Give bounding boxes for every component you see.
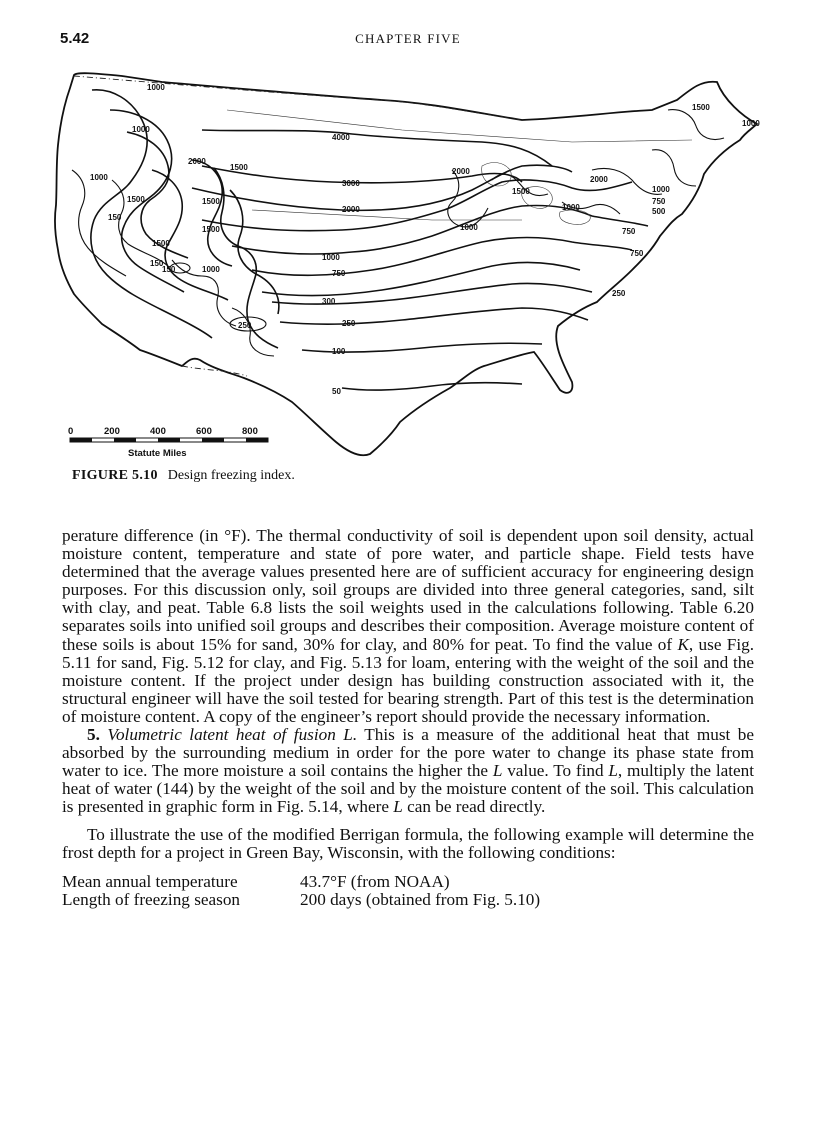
contour-label: 1000 (652, 185, 670, 194)
contour-label: 750 (622, 227, 636, 236)
scale-tick-label: 400 (150, 426, 166, 437)
contour-label: 1500 (127, 195, 145, 204)
contour-west-5 (192, 160, 232, 266)
contour-750 (252, 238, 632, 276)
contour-label: 2000 (342, 205, 360, 214)
scale-tick-label: 200 (104, 426, 120, 437)
scale-tick-label: 600 (196, 426, 212, 437)
contour-label: 1000 (90, 173, 108, 182)
condition-value: 43.7°F (from NOAA) (300, 871, 450, 891)
body-text (62, 527, 754, 909)
contour-label: 1500 (202, 225, 220, 234)
paragraph: 5. Volumetric latent heat of fusion L. This is a measure of the additional heat that must be absorbed by the surrounding medium in order for the pore water to change its phase state from water to ice. The more moisture a soil contains the higher the L value. To find L, multiply the latent heat of water (144) by the weight of the soil and by the moisture content of the soil. This calculation is presented in graphic form in Fig. 5.14, where L can be read directly. (62, 725, 755, 817)
conditions-list (62, 873, 754, 909)
contour-250 (280, 308, 588, 324)
contour-label: 150 (150, 259, 164, 268)
contour-label: 1500 (692, 103, 710, 112)
contour-label: 150 (108, 213, 122, 222)
contour-label: 3000 (342, 179, 360, 188)
contour-50 (342, 383, 522, 390)
scale-tick-label: 800 (242, 426, 258, 437)
lake-shore (560, 210, 591, 225)
contour-label: 150 (162, 265, 176, 274)
figure-label: FIGURE 5.10 (72, 468, 158, 483)
chapter-heading: CHAPTER FIVE (355, 31, 461, 46)
condition-label: Length of freezing season (62, 889, 241, 909)
contour-label: 1000 (460, 223, 478, 232)
condition-value: 200 days (obtained from Fig. 5.10) (300, 889, 541, 909)
contour-label: 750 (332, 269, 346, 278)
contour-label: 1000 (742, 119, 760, 128)
contour-label: 250 (238, 321, 252, 330)
contour-label: 750 (630, 249, 644, 258)
page-number: 5.42 (60, 30, 90, 47)
state-line (227, 110, 692, 142)
contour-label: 1000 (132, 125, 150, 134)
figure-caption-text: Design freezing index. (167, 468, 295, 483)
contour-3000 (202, 166, 522, 183)
contour-ne-5 (652, 150, 696, 186)
contour-label: 1000 (562, 203, 580, 212)
contour-4000 (202, 130, 552, 166)
list-item (62, 891, 754, 909)
contour-300 (272, 283, 592, 304)
contour-label: 2000 (452, 167, 470, 176)
contour-ne-6 (668, 110, 724, 140)
contour-label: 50 (332, 387, 341, 396)
contour-label: 1000 (202, 265, 220, 274)
contour-label: 250 (612, 289, 626, 298)
contour-label: 1500 (512, 187, 530, 196)
freezing-index-map (52, 70, 772, 465)
contour-label: 300 (322, 297, 336, 306)
contour-label: 2000 (590, 175, 608, 184)
contour-label: 500 (652, 207, 666, 216)
contour-label: 1000 (322, 253, 340, 262)
contour-label: 1500 (152, 239, 170, 248)
contour-label: 100 (332, 347, 346, 356)
paragraph: perature difference (in °F). The thermal conductivity of soil is dependent upon soil density, actual moisture content, temperature and state of pore water, and particle shape. Field tests have determined that the average values presented here are of sufficient accuracy for engineering design purposes. For this discussion only, soil groups are divided into three general categories, sand, silt with clay, and peat. Table 6.8 lists the soil weights used in the calculations following. Table 6.20 separates soils into unified soil groups and describes their composition. Average moisture content of these soils is about 15% for sand, 30% for clay, and 80% for peat. To find the value of K, use Fig. 5.11 for sand, Fig. 5.12 for clay, and Fig. 5.13 for loam, entering with the weight of the soil and the moisture content. If the project under design has building construction associated with it, the structural engineer will have the soil tested for bearing strength. Part of this test is the determination of moisture content. A copy of the engineer’s report should provide the necessary information. (62, 526, 755, 726)
contour-label: 250 (342, 319, 356, 328)
canada-border (74, 76, 522, 120)
figure-caption (72, 468, 295, 484)
contour-label: 1500 (202, 197, 220, 206)
contour-label: 750 (652, 197, 666, 206)
contour-label: 4000 (332, 133, 350, 142)
contour-label: 1000 (147, 83, 165, 92)
paragraph: To illustrate the use of the modified Berrigan formula, the following example will determine the frost depth for a project in Green Bay, Wisconsin, with the following conditions: (62, 824, 754, 862)
contour-500 (262, 263, 580, 296)
contour-label: 2000 (188, 157, 206, 166)
scale-bar (68, 426, 268, 459)
contour-west-11 (232, 308, 274, 356)
condition-label: Mean annual temperature (62, 871, 238, 891)
contour-label: 1500 (230, 163, 248, 172)
scale-tick-label: 0 (68, 426, 74, 437)
scale-units: Statute Miles (128, 448, 187, 459)
list-item (62, 873, 754, 891)
